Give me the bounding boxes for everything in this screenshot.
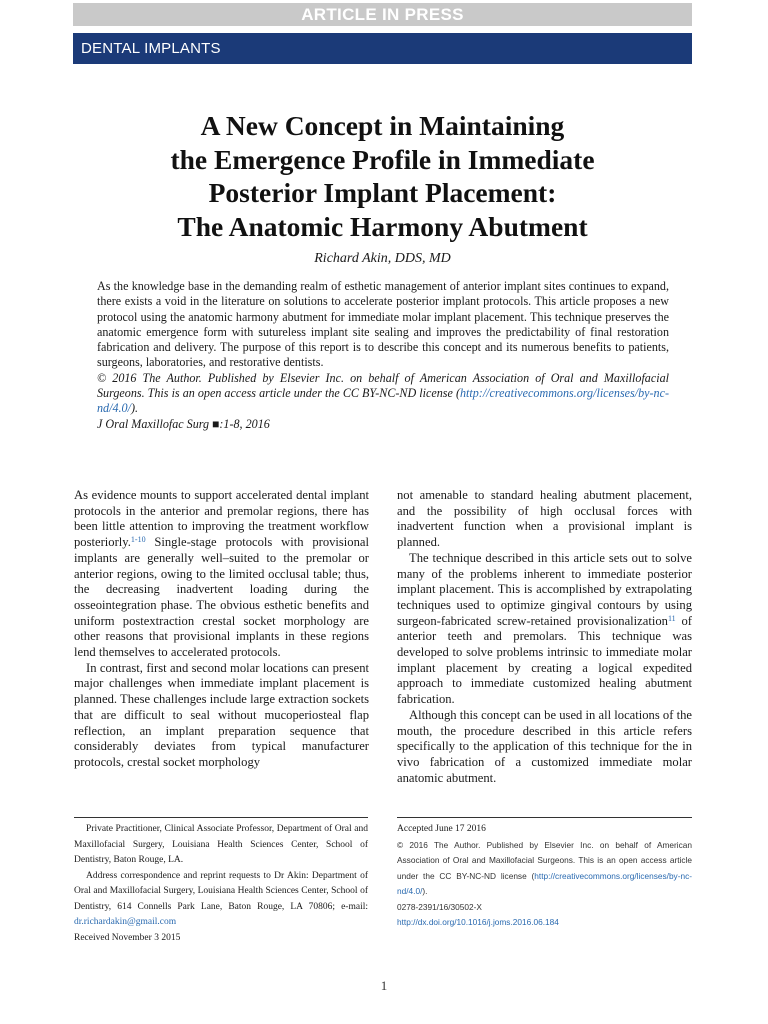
issn: 0278-2391/16/30502-X <box>397 901 482 912</box>
body-paragraph: In contrast, first and second molar locations can present major challenges when immediate implant placement is planned. These challenges include large extraction sockets that are difficult to seal without mucoperiosteal flap reflection, an implant preparation sequence that considerably deviates from typical manufacturer protocols, crestal socket morphology <box>74 660 369 769</box>
abstract-text: As the knowledge base in the demanding realm of esthetic management of anterior implant sites continues to expand, there exists a void in the literature on solutions to accelerate posterior implant protocols. This article proposes a new protocol using the anatomic harmony abutment for immediate molar implant placement. This technique preserves the anatomic emergence form with sutureless implant site sealing and improves the predictability of final restoration fabrication and delivery. The purpose of this report is to describe this concept and its numerous benefits to patients, surgeons, laboratories, and restorative dentists. <box>97 279 669 370</box>
copyright-text: © 2016 The Author. Published by Elsevier Inc. on behalf of American Association of Oral and Maxillofacial Surgeons. This is an open access article under the CC BY-NC-ND license ( <box>397 839 692 881</box>
doi-link[interactable]: http://dx.doi.org/10.1016/j.joms.2016.06.184 <box>397 917 559 927</box>
correspondence-address <box>74 869 368 931</box>
title-line: A New Concept in Maintaining <box>200 110 565 141</box>
title-line: The Anatomic Harmony Abutment <box>177 210 588 242</box>
abstract-license <box>97 371 669 417</box>
abstract <box>97 279 669 432</box>
journal-citation: J Oral Maxillofac Surg ■:1-8, 2016 <box>97 416 270 431</box>
body-paragraph: not amenable to standard healing abutment placement, and the possibility of high occlusal forces with inadvertent function when a provisional implant is planned. <box>397 488 692 550</box>
footnote-divider <box>397 817 692 818</box>
body-text: As evidence mounts to support accelerated dental implant protocols in the anterior and premolar regions, there has been little attention to improving the treatment workflow posteriorly. <box>74 488 369 550</box>
reference-link[interactable]: 11 <box>667 613 676 623</box>
email-link[interactable]: dr.richardakin@gmail.com <box>74 917 177 927</box>
body-paragraph: Although this concept can be used in all locations of the mouth, the procedure described in this article refers specifically to the application of this technique for the in vivo fabrication of a customized immediate molar anatomic abutment. <box>397 707 692 785</box>
received-date: Received November 3 2015 <box>74 932 181 943</box>
article-in-press-banner: ARTICLE IN PRESS <box>73 3 692 26</box>
author-line: Richard Akin, DDS, MD <box>314 251 451 266</box>
body-column-left <box>74 488 369 771</box>
body-paragraph <box>397 551 692 708</box>
body-text: Single-stage protocols with provisional implants are generally well–suited to the premolar or anterior regions, owing to the limited occlusal table; thus, the decreasing inadvertent loading during the osseointegration phase. The obvious esthetic benefits and uniform postextraction crestal socket morphology are other reasons that provisional implants in these regions lend themselves to accelerated protocols. <box>74 535 369 660</box>
footnote-left <box>74 822 368 946</box>
body-column-right <box>397 488 692 786</box>
abstract-license-end: ). <box>130 401 138 416</box>
abstract-license-text: © 2016 The Author. Published by Elsevier Inc. on behalf of American Association of Oral and Maxillofacial Surgeons. This is an open access article under the CC BY-NC-ND license ( <box>97 370 669 401</box>
title-line: the Emergence Profile in Immediate <box>170 143 595 175</box>
footnote-right <box>397 822 692 931</box>
accepted-date: Accepted June 17 2016 <box>397 824 486 834</box>
body-text: of anterior teeth and premolars. This technique was developed to solve problems intrinsic to immediate molar implant placement by creating a logical expedited approach to immediate customized healing abutment fabrication. <box>397 613 693 707</box>
body-paragraph <box>74 488 369 661</box>
copyright-notice <box>397 838 692 900</box>
doi-line <box>397 915 692 931</box>
address-text: Address correspondence and reprint requests to Dr Akin: Department of Oral and Maxillofacial Surgery, Louisiana Health Sciences Center, School of Dentistry, 614 Connells Park Lane, Baton Rouge, LA 70806; e-mail: <box>74 870 368 912</box>
reference-link[interactable]: 1-10 <box>130 535 146 545</box>
section-header: DENTAL IMPLANTS <box>73 33 692 64</box>
license-link[interactable]: http://creativecommons.org/licenses/by-nc-nd/4.0/ <box>397 870 692 896</box>
footnote-divider <box>74 817 368 818</box>
page-number: 1 <box>380 978 388 993</box>
copyright-end: ). <box>422 886 428 896</box>
author-affiliation: Private Practitioner, Clinical Associate Professor, Department of Oral and Maxillofacial Surgery, Louisiana Health Sciences Center, School of Dentistry, Baton Rouge, LA. <box>74 824 368 865</box>
body-text: The technique described in this article sets out to solve many of the problems inherent to immediate posterior implant placement. This is accomplished by extrapolating techniques used to optimize gingival contours by using surgeon-fabricated screw-retained provisionalization <box>397 550 692 628</box>
abstract-license-link[interactable]: http://creativecommons.org/licenses/by-nc-nd/4.0/ <box>97 386 669 416</box>
article-title <box>73 109 692 243</box>
title-line: Posterior Implant Placement: <box>208 177 557 208</box>
